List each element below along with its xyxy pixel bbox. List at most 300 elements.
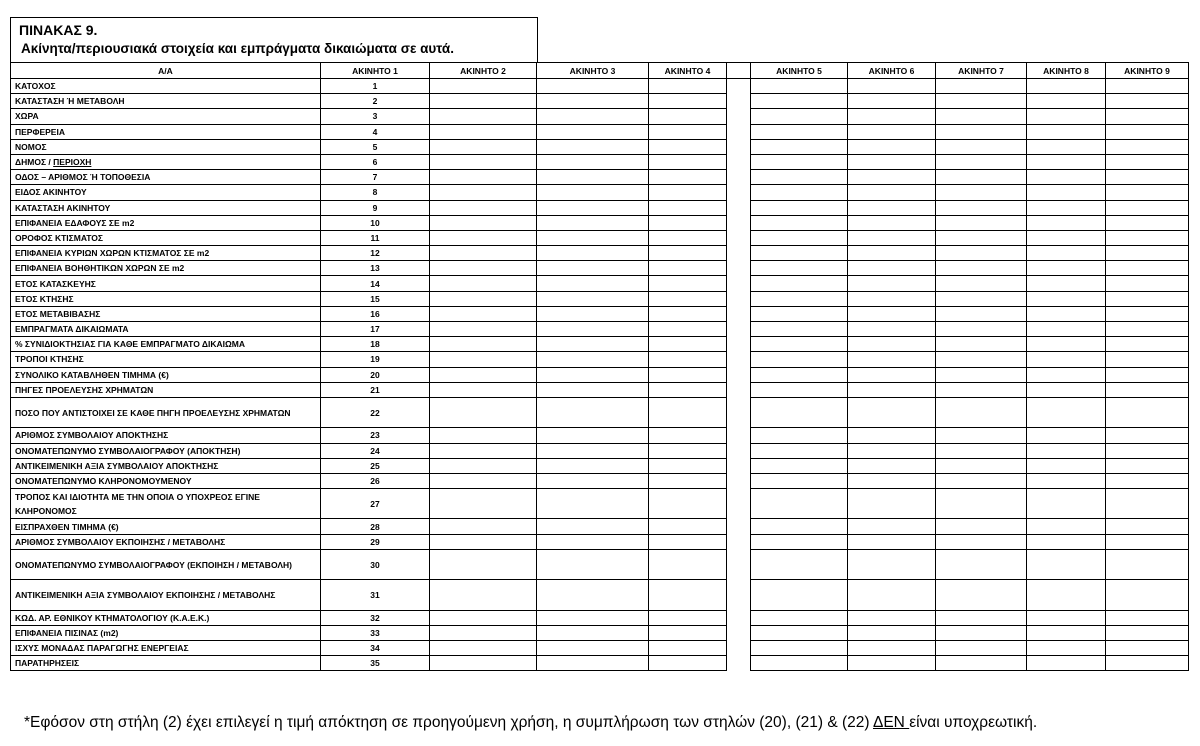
property-8-cell[interactable] [1027,246,1106,261]
property-5-cell[interactable] [751,246,848,261]
property-5-cell[interactable] [751,610,848,625]
property-9-cell[interactable] [1106,625,1189,640]
property-8-cell[interactable] [1027,580,1106,610]
property-2-cell[interactable] [430,322,537,337]
property-3-cell[interactable] [537,306,649,321]
property-3-cell[interactable] [537,443,649,458]
property-6-cell[interactable] [848,610,936,625]
property-5-cell[interactable] [751,322,848,337]
property-5-cell[interactable] [751,352,848,367]
property-7-cell[interactable] [936,656,1027,671]
property-4-cell[interactable] [649,337,727,352]
property-9-cell[interactable] [1106,656,1189,671]
property-2-cell[interactable] [430,276,537,291]
property-4-cell[interactable] [649,306,727,321]
property-8-cell[interactable] [1027,443,1106,458]
property-6-cell[interactable] [848,322,936,337]
property-7-cell[interactable] [936,337,1027,352]
property-5-cell[interactable] [751,641,848,656]
property-4-cell[interactable] [649,489,727,519]
property-7-cell[interactable] [936,185,1027,200]
property-7-cell[interactable] [936,382,1027,397]
property-2-cell[interactable] [430,306,537,321]
property-8-cell[interactable] [1027,367,1106,382]
property-2-cell[interactable] [430,261,537,276]
property-6-cell[interactable] [848,185,936,200]
property-7-cell[interactable] [936,79,1027,94]
property-4-cell[interactable] [649,200,727,215]
property-3-cell[interactable] [537,625,649,640]
property-6-cell[interactable] [848,641,936,656]
property-6-cell[interactable] [848,428,936,443]
property-9-cell[interactable] [1106,519,1189,534]
property-5-cell[interactable] [751,215,848,230]
property-8-cell[interactable] [1027,170,1106,185]
property-8-cell[interactable] [1027,625,1106,640]
property-5-cell[interactable] [751,79,848,94]
property-6-cell[interactable] [848,580,936,610]
property-2-cell[interactable] [430,124,537,139]
property-6-cell[interactable] [848,534,936,549]
property-7-cell[interactable] [936,397,1027,427]
property-5-cell[interactable] [751,230,848,245]
property-2-cell[interactable] [430,139,537,154]
property-2-cell[interactable] [430,154,537,169]
property-2-cell[interactable] [430,534,537,549]
property-5-cell[interactable] [751,337,848,352]
property-9-cell[interactable] [1106,276,1189,291]
property-6-cell[interactable] [848,625,936,640]
property-3-cell[interactable] [537,534,649,549]
property-6-cell[interactable] [848,382,936,397]
property-5-cell[interactable] [751,519,848,534]
property-2-cell[interactable] [430,94,537,109]
property-3-cell[interactable] [537,200,649,215]
property-4-cell[interactable] [649,352,727,367]
property-3-cell[interactable] [537,94,649,109]
property-8-cell[interactable] [1027,139,1106,154]
property-9-cell[interactable] [1106,94,1189,109]
property-5-cell[interactable] [751,656,848,671]
property-3-cell[interactable] [537,458,649,473]
property-6-cell[interactable] [848,276,936,291]
property-3-cell[interactable] [537,473,649,488]
property-3-cell[interactable] [537,246,649,261]
property-8-cell[interactable] [1027,519,1106,534]
property-3-cell[interactable] [537,79,649,94]
property-3-cell[interactable] [537,261,649,276]
property-4-cell[interactable] [649,139,727,154]
property-4-cell[interactable] [649,549,727,579]
property-9-cell[interactable] [1106,246,1189,261]
property-5-cell[interactable] [751,367,848,382]
property-4-cell[interactable] [649,458,727,473]
property-2-cell[interactable] [430,230,537,245]
property-9-cell[interactable] [1106,139,1189,154]
property-6-cell[interactable] [848,443,936,458]
property-8-cell[interactable] [1027,489,1106,519]
property-8-cell[interactable] [1027,397,1106,427]
property-7-cell[interactable] [936,489,1027,519]
property-6-cell[interactable] [848,230,936,245]
property-9-cell[interactable] [1106,230,1189,245]
property-2-cell[interactable] [430,641,537,656]
property-2-cell[interactable] [430,625,537,640]
column-gap [727,185,751,200]
property-9-cell[interactable] [1106,473,1189,488]
property-6-cell[interactable] [848,170,936,185]
property-7-cell[interactable] [936,322,1027,337]
property-6-cell[interactable] [848,79,936,94]
property-9-cell[interactable] [1106,397,1189,427]
property-3-cell[interactable] [537,397,649,427]
property-7-cell[interactable] [936,534,1027,549]
property-9-cell[interactable] [1106,306,1189,321]
property-6-cell[interactable] [848,94,936,109]
property-6-cell[interactable] [848,291,936,306]
property-8-cell[interactable] [1027,261,1106,276]
property-7-cell[interactable] [936,139,1027,154]
property-4-cell[interactable] [649,246,727,261]
property-7-cell[interactable] [936,367,1027,382]
property-7-cell[interactable] [936,625,1027,640]
property-3-cell[interactable] [537,322,649,337]
property-7-cell[interactable] [936,291,1027,306]
column-gap [727,580,751,610]
property-5-cell[interactable] [751,458,848,473]
property-2-cell[interactable] [430,473,537,488]
property-3-cell[interactable] [537,428,649,443]
property-7-cell[interactable] [936,549,1027,579]
property-6-cell[interactable] [848,246,936,261]
property-4-cell[interactable] [649,397,727,427]
property-3-cell[interactable] [537,154,649,169]
property-9-cell[interactable] [1106,352,1189,367]
property-8-cell[interactable] [1027,352,1106,367]
property-3-cell[interactable] [537,124,649,139]
property-3-cell[interactable] [537,337,649,352]
property-8-cell[interactable] [1027,230,1106,245]
property-4-cell[interactable] [649,124,727,139]
property-2-cell[interactable] [430,656,537,671]
property-2-cell[interactable] [430,519,537,534]
property-7-cell[interactable] [936,94,1027,109]
property-3-cell[interactable] [537,641,649,656]
property-7-cell[interactable] [936,443,1027,458]
table-title-box [10,17,538,62]
property-4-cell[interactable] [649,610,727,625]
property-8-cell[interactable] [1027,534,1106,549]
property-4-cell[interactable] [649,109,727,124]
property-9-cell[interactable] [1106,200,1189,215]
property-4-cell[interactable] [649,322,727,337]
property-8-cell[interactable] [1027,549,1106,579]
table-row [11,489,1189,519]
property-6-cell[interactable] [848,656,936,671]
property-5-cell[interactable] [751,625,848,640]
property-6-cell[interactable] [848,489,936,519]
property-6-cell[interactable] [848,124,936,139]
property-4-cell[interactable] [649,261,727,276]
property-9-cell[interactable] [1106,489,1189,519]
property-7-cell[interactable] [936,215,1027,230]
property-8-cell[interactable] [1027,428,1106,443]
property-4-cell[interactable] [649,79,727,94]
row-label-text: ΚΩΔ. ΑΡ. ΕΘΝΙΚΟΥ ΚΤΗΜΑΤΟΛΟΓΙΟΥ (Κ.Α.Ε.Κ.) [15,612,210,623]
row-label [11,124,321,139]
property-2-cell[interactable] [430,109,537,124]
property-9-cell[interactable] [1106,382,1189,397]
property-2-cell[interactable] [430,246,537,261]
property-5-cell[interactable] [751,489,848,519]
property-2-cell[interactable] [430,352,537,367]
property-7-cell[interactable] [936,610,1027,625]
property-5-cell[interactable] [751,443,848,458]
property-4-cell[interactable] [649,443,727,458]
property-2-cell[interactable] [430,79,537,94]
property-9-cell[interactable] [1106,291,1189,306]
property-5-cell[interactable] [751,124,848,139]
property-4-cell[interactable] [649,641,727,656]
property-2-cell[interactable] [430,382,537,397]
property-5-cell[interactable] [751,291,848,306]
property-3-cell[interactable] [537,109,649,124]
property-9-cell[interactable] [1106,322,1189,337]
property-2-cell[interactable] [430,200,537,215]
property-8-cell[interactable] [1027,322,1106,337]
property-9-cell[interactable] [1106,261,1189,276]
property-7-cell[interactable] [936,276,1027,291]
property-8-cell[interactable] [1027,94,1106,109]
property-6-cell[interactable] [848,215,936,230]
property-2-cell[interactable] [430,337,537,352]
property-5-cell[interactable] [751,428,848,443]
property-8-cell[interactable] [1027,458,1106,473]
property-9-cell[interactable] [1106,79,1189,94]
property-2-cell[interactable] [430,443,537,458]
property-9-cell[interactable] [1106,215,1189,230]
column-gap [727,154,751,169]
property-4-cell[interactable] [649,473,727,488]
row-number: 25 [321,458,430,473]
property-7-cell[interactable] [936,124,1027,139]
property-3-cell[interactable] [537,276,649,291]
property-4-cell[interactable] [649,625,727,640]
property-5-cell[interactable] [751,261,848,276]
property-7-cell[interactable] [936,200,1027,215]
property-3-cell[interactable] [537,519,649,534]
property-9-cell[interactable] [1106,580,1189,610]
property-2-cell[interactable] [430,489,537,519]
property-9-cell[interactable] [1106,124,1189,139]
property-8-cell[interactable] [1027,306,1106,321]
property-4-cell[interactable] [649,580,727,610]
property-8-cell[interactable] [1027,185,1106,200]
property-6-cell[interactable] [848,337,936,352]
property-8-cell[interactable] [1027,200,1106,215]
property-7-cell[interactable] [936,519,1027,534]
property-6-cell[interactable] [848,352,936,367]
property-2-cell[interactable] [430,215,537,230]
property-9-cell[interactable] [1106,549,1189,579]
property-5-cell[interactable] [751,382,848,397]
property-3-cell[interactable] [537,549,649,579]
property-8-cell[interactable] [1027,124,1106,139]
property-5-cell[interactable] [751,170,848,185]
property-9-cell[interactable] [1106,610,1189,625]
property-7-cell[interactable] [936,641,1027,656]
property-4-cell[interactable] [649,154,727,169]
property-8-cell[interactable] [1027,641,1106,656]
property-7-cell[interactable] [936,580,1027,610]
property-8-cell[interactable] [1027,109,1106,124]
property-7-cell[interactable] [936,306,1027,321]
property-3-cell[interactable] [537,230,649,245]
property-5-cell[interactable] [751,306,848,321]
property-6-cell[interactable] [848,261,936,276]
property-6-cell[interactable] [848,458,936,473]
property-3-cell[interactable] [537,170,649,185]
property-5-cell[interactable] [751,200,848,215]
table-row [11,109,1189,124]
property-3-cell[interactable] [537,185,649,200]
property-8-cell[interactable] [1027,610,1106,625]
row-label [11,306,321,321]
property-2-cell[interactable] [430,458,537,473]
row-label [11,352,321,367]
property-2-cell[interactable] [430,185,537,200]
property-7-cell[interactable] [936,352,1027,367]
property-9-cell[interactable] [1106,534,1189,549]
property-5-cell[interactable] [751,109,848,124]
property-2-cell[interactable] [430,428,537,443]
property-5-cell[interactable] [751,580,848,610]
property-7-cell[interactable] [936,458,1027,473]
property-2-cell[interactable] [430,367,537,382]
row-label [11,641,321,656]
property-8-cell[interactable] [1027,276,1106,291]
property-5-cell[interactable] [751,185,848,200]
property-3-cell[interactable] [537,139,649,154]
property-5-cell[interactable] [751,473,848,488]
property-4-cell[interactable] [649,230,727,245]
property-5-cell[interactable] [751,397,848,427]
property-2-cell[interactable] [430,549,537,579]
property-9-cell[interactable] [1106,458,1189,473]
property-6-cell[interactable] [848,306,936,321]
property-5-cell[interactable] [751,154,848,169]
property-6-cell[interactable] [848,549,936,579]
property-8-cell[interactable] [1027,79,1106,94]
property-7-cell[interactable] [936,230,1027,245]
property-2-cell[interactable] [430,397,537,427]
row-label [11,200,321,215]
property-2-cell[interactable] [430,291,537,306]
property-6-cell[interactable] [848,519,936,534]
property-8-cell[interactable] [1027,154,1106,169]
property-3-cell[interactable] [537,291,649,306]
property-3-cell[interactable] [537,367,649,382]
property-3-cell[interactable] [537,382,649,397]
property-5-cell[interactable] [751,276,848,291]
property-9-cell[interactable] [1106,154,1189,169]
property-3-cell[interactable] [537,610,649,625]
property-4-cell[interactable] [649,519,727,534]
property-4-cell[interactable] [649,367,727,382]
property-9-cell[interactable] [1106,337,1189,352]
property-6-cell[interactable] [848,109,936,124]
property-3-cell[interactable] [537,352,649,367]
property-5-cell[interactable] [751,534,848,549]
property-4-cell[interactable] [649,185,727,200]
property-5-cell[interactable] [751,94,848,109]
property-9-cell[interactable] [1106,443,1189,458]
property-8-cell[interactable] [1027,656,1106,671]
property-4-cell[interactable] [649,291,727,306]
property-7-cell[interactable] [936,109,1027,124]
property-9-cell[interactable] [1106,170,1189,185]
property-4-cell[interactable] [649,382,727,397]
property-7-cell[interactable] [936,154,1027,169]
property-4-cell[interactable] [649,94,727,109]
property-7-cell[interactable] [936,261,1027,276]
property-2-cell[interactable] [430,580,537,610]
property-2-cell[interactable] [430,170,537,185]
property-4-cell[interactable] [649,215,727,230]
property-2-cell[interactable] [430,610,537,625]
property-5-cell[interactable] [751,139,848,154]
property-9-cell[interactable] [1106,641,1189,656]
row-label [11,261,321,276]
property-4-cell[interactable] [649,276,727,291]
property-9-cell[interactable] [1106,428,1189,443]
property-3-cell[interactable] [537,580,649,610]
property-9-cell[interactable] [1106,109,1189,124]
property-3-cell[interactable] [537,656,649,671]
property-9-cell[interactable] [1106,367,1189,382]
property-6-cell[interactable] [848,139,936,154]
property-8-cell[interactable] [1027,215,1106,230]
property-6-cell[interactable] [848,200,936,215]
property-6-cell[interactable] [848,473,936,488]
property-6-cell[interactable] [848,397,936,427]
property-3-cell[interactable] [537,215,649,230]
property-8-cell[interactable] [1027,291,1106,306]
property-8-cell[interactable] [1027,382,1106,397]
property-5-cell[interactable] [751,549,848,579]
row-label [11,170,321,185]
property-9-cell[interactable] [1106,185,1189,200]
property-3-cell[interactable] [537,489,649,519]
row-number: 20 [321,367,430,382]
property-4-cell[interactable] [649,534,727,549]
row-label-text: ΕΠΙΦΑΝΕΙΑ ΠΙΣΙΝΑΣ (m2) [15,627,119,638]
property-7-cell[interactable] [936,473,1027,488]
property-7-cell[interactable] [936,170,1027,185]
header-property-7: ΑΚΙΝΗΤΟ 7 [936,63,1027,79]
property-6-cell[interactable] [848,154,936,169]
property-6-cell[interactable] [848,367,936,382]
property-7-cell[interactable] [936,428,1027,443]
property-8-cell[interactable] [1027,473,1106,488]
column-gap [727,79,751,94]
property-7-cell[interactable] [936,246,1027,261]
property-4-cell[interactable] [649,428,727,443]
property-8-cell[interactable] [1027,337,1106,352]
row-label [11,79,321,94]
property-4-cell[interactable] [649,170,727,185]
property-4-cell[interactable] [649,656,727,671]
